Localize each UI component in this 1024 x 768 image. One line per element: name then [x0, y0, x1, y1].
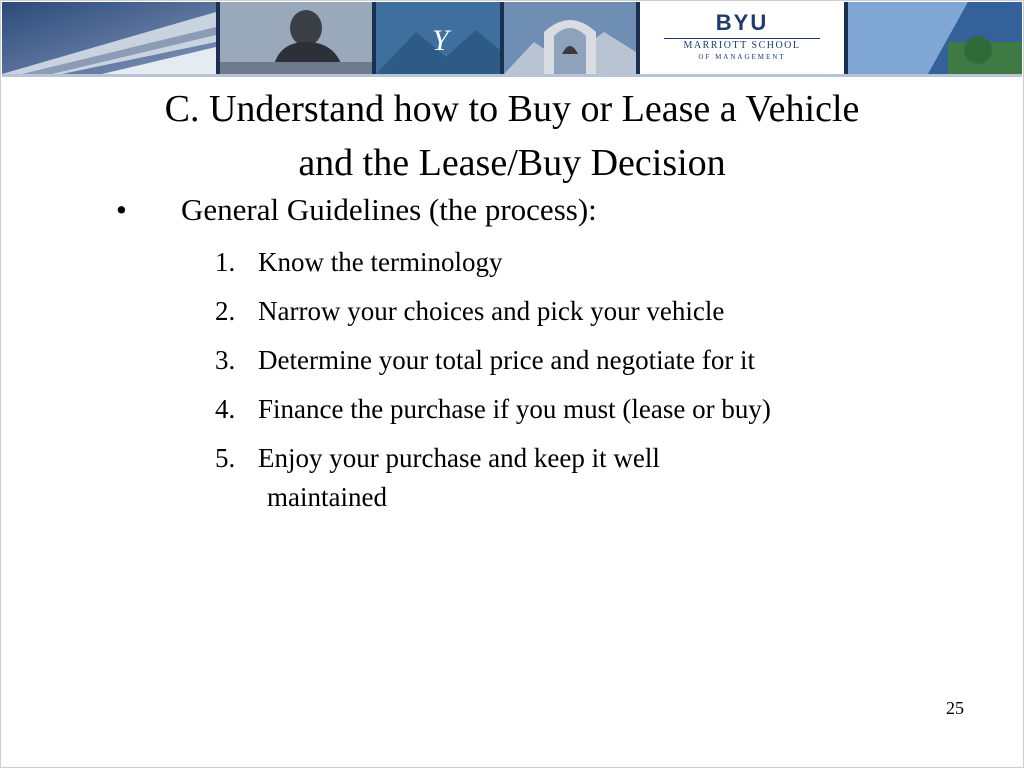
- step-text: Finance the purchase if you must (lease or buy): [258, 394, 771, 424]
- step-number: 4.: [215, 394, 236, 424]
- list-item: [215, 291, 771, 331]
- list-item: [215, 340, 771, 380]
- list-item: [215, 242, 771, 282]
- glass-building-photo: [848, 2, 1022, 74]
- list-item: [215, 389, 771, 429]
- step-text: Know the terminology: [258, 247, 503, 277]
- logo-divider: [664, 38, 820, 39]
- bullet-marker: •: [116, 192, 127, 227]
- step-text: Determine your total price and negotiate for it: [258, 345, 756, 375]
- logo-byu-text: BYU: [715, 10, 769, 35]
- bullet-text: General Guidelines (the process):: [181, 192, 597, 227]
- guidelines-bullet: [116, 190, 597, 230]
- slide-title: [40, 82, 984, 190]
- step-text: Enjoy your purchase and keep it well: [258, 443, 660, 473]
- logo-school-text: MARRIOTT SCHOOL: [683, 40, 801, 51]
- header-banner: [2, 2, 1022, 74]
- step-number: 5.: [215, 443, 236, 473]
- list-item: [215, 438, 771, 516]
- logo-sub-text: OF MANAGEMENT: [698, 53, 786, 61]
- step-text-continuation: maintained: [267, 482, 387, 512]
- byu-marriott-logo: [640, 2, 844, 74]
- step-number: 3.: [215, 345, 236, 375]
- svg-text:Y: Y: [432, 24, 449, 57]
- step-number: 1.: [215, 247, 236, 277]
- step-text: Narrow your choices and pick your vehicle: [258, 296, 725, 326]
- title-line-1: C. Understand how to Buy or Lease a Vehicle: [164, 88, 860, 130]
- statue-photo: [220, 2, 372, 74]
- title-line-2: and the Lease/Buy Decision: [298, 142, 726, 184]
- banner-divider: [2, 74, 1022, 77]
- mountain-y-photo: [376, 2, 500, 74]
- page-number: 25: [946, 698, 964, 718]
- process-steps-list: [215, 242, 771, 525]
- bell-tower-photo: [504, 2, 636, 74]
- building-photo: [2, 2, 216, 74]
- step-number: 2.: [215, 296, 236, 326]
